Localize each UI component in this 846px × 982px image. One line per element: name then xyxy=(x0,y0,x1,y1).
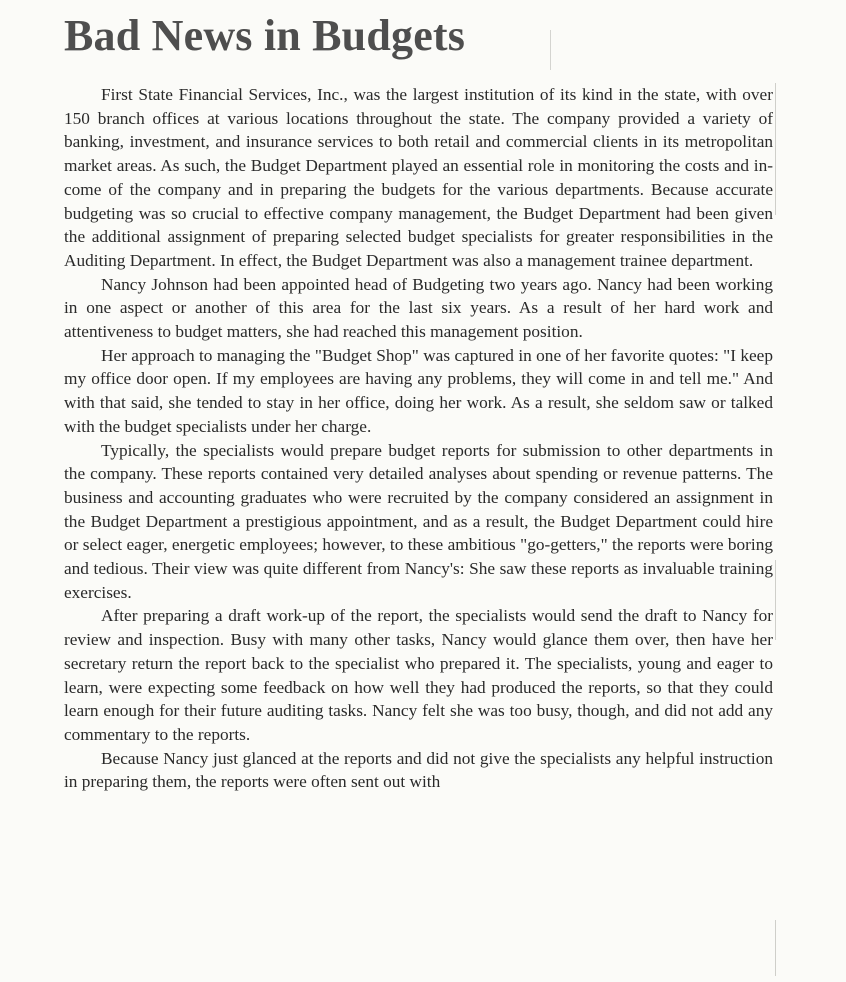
article-body xyxy=(64,83,773,794)
margin-rule-bottom xyxy=(775,920,776,976)
paragraph-5: After preparing a draft work-up of the report, the specialists would send the draft to Nancy for review and inspection. Busy with many other tasks, Nancy would glance them over, then have her secretary return the report back to the specialist who prepared it. The specialists, young and eager to learn, were expecting some feedback on how well they had produced the reports, so that they could learn enough for their future auditing tasks. Nancy felt she was too busy, though, and did not add any commentary to the reports. xyxy=(64,606,773,744)
title-divider xyxy=(550,30,551,70)
page-title: Bad News in Budgets xyxy=(64,11,466,60)
margin-rule-mid xyxy=(775,560,776,640)
margin-rule-top xyxy=(775,83,776,215)
paragraph-6: Because Nancy just glanced at the reports and did not give the specialists any helpful instruction in preparing them, the reports were often sent out with xyxy=(64,748,773,792)
paragraph-2: Nancy Johnson had been appointed head of Budgeting two years ago. Nancy had been working in one aspect or another of this area for the last six years. As a result of her hard work and attentiveness to budget matters, she had reached this management position. xyxy=(64,274,773,342)
paragraph-1: First State Financial Services, Inc., was the largest institution of its kind in the state, with over 150 branch offices at various locations throughout the state. The company provided a variety of banking, investment, and insurance services to both retail and commercial clients in its metropolitan market areas. As such, the Budget Department played an essential role in monitoring the costs and income of the company and in preparing the budgets for the various departments. Because accurate budgeting was so crucial to effective company management, the Budget Department had been given the additional assignment of preparing selected budget specialists for greater responsibilities in the Auditing Department. In effect, the Budget Department was also a management trainee department. xyxy=(64,85,773,270)
paragraph-3: Her approach to managing the "Budget Shop" was captured in one of her favorite quotes: "I keep my office door open. If my employees are having any problems, they will come in and tell me." And with that said, she tended to stay in her office, doing her work. As a result, she seldom saw or talked with the budget specialists under her charge. xyxy=(64,345,773,436)
paragraph-4: Typically, the specialists would prepare budget reports for submission to other departments in the company. These reports contained very detailed analyses about spending or revenue patterns. The business and accounting graduates who were recruited by the company considered an assignment in the Budget Department a prestigious appointment, and as a result, the Budget Department could hire or select eager, energetic employees; however, to these ambitious "go-getters," the reports were boring and tedious. Their view was quite different from Nancy's: She saw these reports as invaluable training exercises. xyxy=(64,440,773,602)
